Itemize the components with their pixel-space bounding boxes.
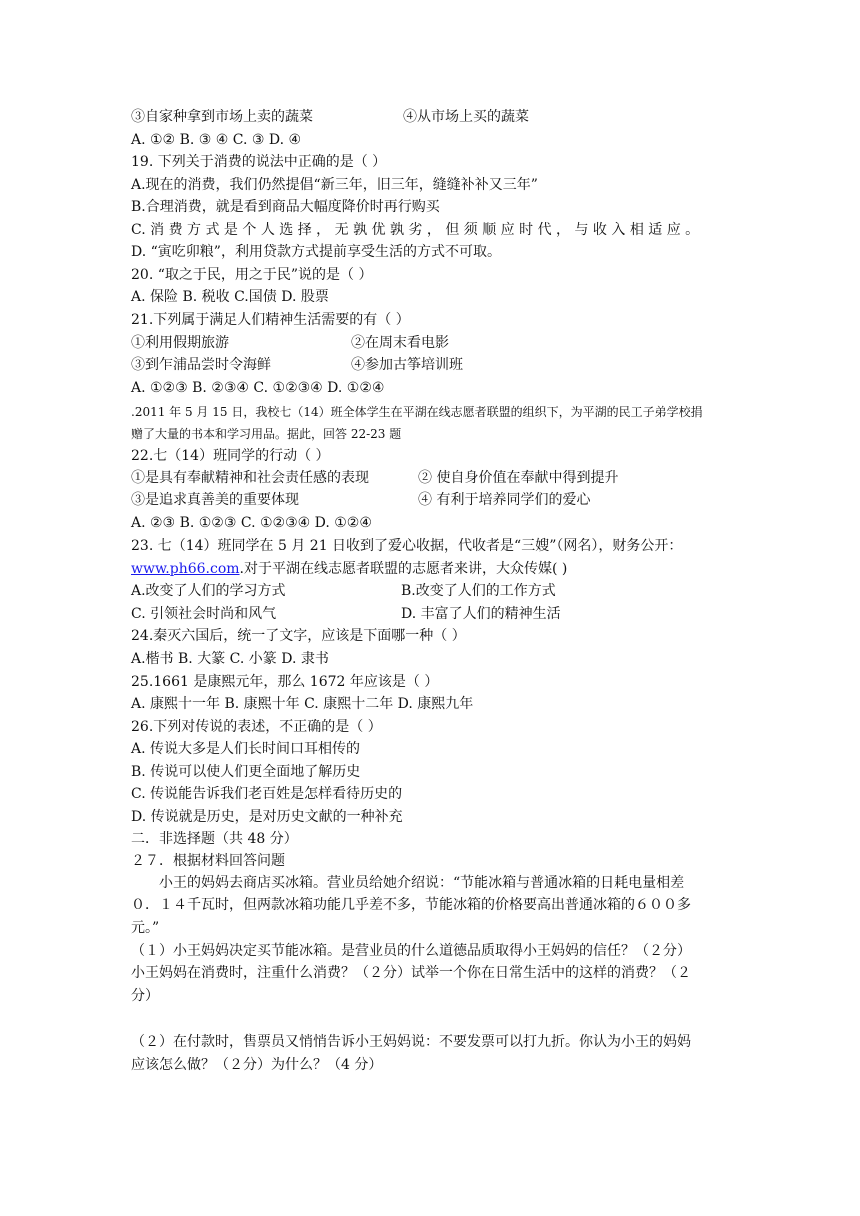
line-text: A. ①②③ B. ②③④ C. ①②③④ D. ①②④ bbox=[131, 380, 385, 396]
text-line bbox=[131, 987, 159, 1005]
line-text: 25.1661 是康熙元年，那么 1672 年应该是（ ） bbox=[131, 674, 439, 690]
option-item: ③是追求真善美的重要体现 bbox=[131, 492, 299, 508]
line-text: B.合理消费，就是看到商品大幅度降价时再行购买 bbox=[131, 199, 440, 215]
text-line bbox=[131, 537, 682, 555]
line-text: A. 康熙十一年 B. 康熙十年 C. 康熙十二年 D. 康熙九年 bbox=[131, 696, 474, 712]
option-item: B.改变了人们的工作方式 bbox=[401, 583, 556, 599]
text-line bbox=[131, 740, 360, 758]
line-text: A. ②③ B. ①②③ C. ①②③④ D. ①②④ bbox=[131, 515, 372, 531]
option-item: D. 丰富了人们的精神生活 bbox=[401, 606, 561, 622]
text-line bbox=[131, 650, 329, 668]
line-text: A. ①② B. ③ ④ C. ③ D. ④ bbox=[131, 132, 302, 148]
line-text: .对于平湖在线志愿者联盟的志愿者来讲，大众传媒( ) bbox=[239, 561, 568, 577]
option-item: ② 使自身价值在奉献中得到提升 bbox=[418, 470, 619, 486]
line-text: A.现在的消费，我们仍然提倡“新三年，旧三年，缝缝补补又三年” bbox=[131, 177, 538, 193]
text-line bbox=[131, 198, 440, 216]
text-line bbox=[131, 447, 330, 465]
line-text: 元。” bbox=[131, 920, 160, 936]
line-text: B. 传说可以使人们更全面地了解历史 bbox=[131, 764, 361, 780]
text-line bbox=[131, 311, 410, 329]
text-line bbox=[131, 1033, 691, 1051]
text-line bbox=[131, 673, 438, 691]
line-text: 小王的妈妈去商店买冰箱。营业员给她介绍说：“节能冰箱与普通冰箱的日耗电量相差 bbox=[159, 875, 685, 891]
text-line bbox=[131, 425, 401, 443]
line-text: ０．１４千瓦时，但两款冰箱功能几乎差不多，节能冰箱的价格要高出普通冰箱的６００多 bbox=[131, 897, 691, 913]
option-item: A.改变了人们的学习方式 bbox=[131, 583, 286, 599]
line-text: 26.下列对传说的表述，不正确的是（ ） bbox=[131, 719, 382, 735]
line-text: 19. 下列关于消费的说法中正确的是（ ） bbox=[131, 154, 387, 170]
option-item: ③到乍浦品尝时令海鲜 bbox=[131, 357, 271, 373]
line-text: 分） bbox=[131, 988, 159, 1004]
text-line bbox=[131, 785, 402, 803]
text-line bbox=[131, 379, 384, 397]
text-line bbox=[131, 627, 466, 645]
text-line bbox=[131, 964, 691, 982]
text-line bbox=[131, 896, 691, 914]
text-line bbox=[131, 718, 382, 736]
option-item: ①利用假期旅游 bbox=[131, 335, 229, 351]
line-text: A. 保险 B. 税收 C.国债 D. 股票 bbox=[131, 289, 329, 305]
text-line bbox=[131, 514, 372, 532]
text-line bbox=[131, 808, 403, 826]
option-item: ③自家种拿到市场上卖的蔬菜 bbox=[131, 109, 313, 125]
line-text: 赠了大量的书本和学习用品。据此，回答 22-23 题 bbox=[131, 427, 402, 441]
option-item: ④ 有利于培养同学们的爱心 bbox=[418, 492, 591, 508]
text-line bbox=[131, 919, 159, 937]
line-text: D. 传说就是历史，是对历史文献的一种补充 bbox=[131, 809, 403, 825]
line-text: 小王妈妈在消费时，注重什么消费？（２分）试举一个你在日常生活中的这样的消费？（２ bbox=[131, 965, 691, 981]
text-line bbox=[131, 266, 372, 284]
text-line bbox=[131, 176, 538, 194]
text-line bbox=[131, 1056, 382, 1074]
line-text: A.楷书 B. 大篆 C. 小篆 D. 隶书 bbox=[131, 651, 329, 667]
option-item: ①是具有奉献精神和社会责任感的表现 bbox=[131, 470, 369, 486]
text-line bbox=[131, 763, 360, 781]
line-text: .2011 年 5 月 15 日，我校七（14）班全体学生在平湖在线志愿者联盟的组织下，为平湖的民工子弟学校捐 bbox=[131, 405, 703, 419]
text-line bbox=[131, 221, 699, 239]
text-line bbox=[131, 131, 301, 149]
text-line bbox=[131, 153, 386, 171]
text-line bbox=[131, 830, 298, 848]
line-text: 23. 七（14）班同学在 5 月 21 日收到了爱心收据，代收者是“三嫂”（网名），财务公开： bbox=[131, 538, 683, 554]
line-text: （２）在付款时，售票员又悄悄告诉小王妈妈说：不要发票可以打九折。你认为小王的妈妈 bbox=[131, 1034, 691, 1050]
line-text: A. 传说大多是人们长时间口耳相传的 bbox=[131, 741, 361, 757]
text-line bbox=[131, 288, 329, 306]
text-line bbox=[131, 942, 691, 960]
line-text: （１）小王妈妈决定买节能冰箱。是营业员的什么道德品质取得小王妈妈的信任？（２分） bbox=[131, 943, 691, 959]
line-text: 22.七（14）班同学的行动（ ） bbox=[131, 448, 330, 464]
option-item: C. 引领社会时尚和风气 bbox=[131, 606, 277, 622]
text-line bbox=[131, 403, 703, 421]
line-text: ２７．根据材料回答问题 bbox=[131, 853, 285, 869]
line-text: 二．非选择题（共 48 分） bbox=[131, 831, 298, 847]
line-text: C. 传说能告诉我们老百姓是怎样看待历史的 bbox=[131, 786, 403, 802]
line-text: 21.下列属于满足人们精神生活需要的有（ ） bbox=[131, 312, 410, 328]
text-line bbox=[131, 243, 501, 261]
text-line bbox=[159, 874, 684, 892]
text-line bbox=[131, 560, 567, 578]
option-item: ②在周末看电影 bbox=[351, 335, 449, 351]
option-item: ④参加古筝培训班 bbox=[351, 357, 463, 373]
line-text: 20. “取之于民，用之于民”说的是（ ） bbox=[131, 267, 373, 283]
website-link[interactable]: www.ph66.com bbox=[131, 561, 240, 577]
text-line bbox=[131, 852, 285, 870]
line-text: 应该怎么做？（２分）为什么？（4 分） bbox=[131, 1057, 383, 1073]
line-text: C. 消 费 方 式 是 个 人 选 择 ， 无 孰 优 孰 劣 ， 但 须 顺 应 时 代 ， 与 收 入 相 适 应 。 bbox=[131, 222, 700, 238]
option-item: ④从市场上买的蔬菜 bbox=[403, 109, 529, 125]
line-text: D. “寅吃卯粮”，利用贷款方式提前享受生活的方式不可取。 bbox=[131, 244, 501, 260]
text-line bbox=[131, 695, 473, 713]
line-text: 24.秦灭六国后，统一了文字，应该是下面哪一种（ ） bbox=[131, 628, 466, 644]
